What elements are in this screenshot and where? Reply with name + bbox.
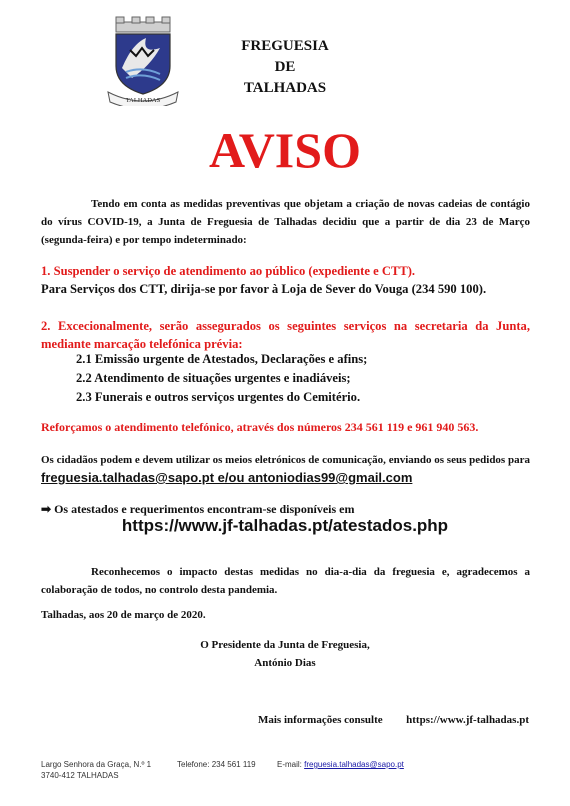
footer-email-label: E-mail: — [277, 760, 302, 769]
atestados-url-link[interactable]: https://www.jf-talhadas.pt/atestados.php — [121, 516, 449, 535]
parish-crest-logo — [102, 14, 184, 106]
footer-address-line2: 3740-412 TALHADAS — [41, 771, 119, 780]
more-info-label: Mais informações consulte — [257, 714, 383, 726]
heading-line: TALHADAS — [243, 80, 327, 96]
footer-phone: Telefone: 234 561 119 — [177, 760, 256, 769]
footer-address — [41, 759, 151, 781]
subitem-2-2: 2.2 Atendimento de situações urgentes e inadiáveis; — [76, 371, 351, 385]
heading-line: DE — [274, 59, 296, 75]
notice-title: AVISO — [209, 122, 361, 178]
phone-reinforcement: Reforçamos o atendimento telefónico, através dos números 234 561 119 e 961 940 563. — [41, 420, 479, 434]
parish-name-heading — [226, 36, 344, 99]
intro-paragraph: Tendo em conta as medidas preventivas que objetam a criação de novas cadeias de contágio do vírus COVID-19, a Junta de Freguesia de Talhadas decidiu que a partir de dia 23 de Março (segunda-feira) e por tempo indeterminado: — [41, 198, 530, 246]
footer-email — [277, 759, 404, 770]
subitem-2-3: 2.3 Funerais e outros serviços urgentes do Cemitério. — [76, 390, 361, 404]
contact-emails-link[interactable]: freguesia.talhadas@sapo.pt e/ou antoniodias99@gmail.com — [41, 470, 413, 485]
right-arrow-icon: ➡ — [41, 502, 52, 516]
signature-block — [0, 636, 570, 672]
item2-heading: 2. Excecionalmente, serão assegurados os seguintes serviços na secretaria da Junta, mediante marcação telefónica prévia: — [41, 319, 530, 351]
closing-paragraph: Reconhecemos o impacto destas medidas no dia-a-dia da freguesia e, agradecemos a colaboração de todos, no controlo desta pandemia. — [41, 566, 530, 596]
footer-address-line1: Largo Senhora da Graça, N.º 1 — [41, 760, 152, 769]
heading-line: FREGUESIA — [241, 38, 329, 54]
subitem-2-1: 2.1 Emissão urgente de Atestados, Declarações e afins; — [76, 352, 368, 366]
item1-heading: 1. Suspender o serviço de atendimento ao público (expediente e CTT). — [41, 264, 416, 278]
more-info-line — [0, 714, 529, 726]
atestados-text: Os atestados e requerimentos encontram-se disponíveis em — [54, 502, 355, 516]
more-info-url-link[interactable]: https://www.jf-talhadas.pt — [406, 714, 529, 726]
date-line: Talhadas, aos 20 de março de 2020. — [41, 609, 206, 621]
item1-text: Para Serviços dos CTT, dirija-se por favor à Loja de Sever do Vouga (234 590 100). — [41, 282, 487, 296]
signature-name: António Dias — [254, 657, 316, 669]
contact-text: Os cidadãos podem e devem utilizar os meios eletrónicos de comunicação, enviando os seus pedidos para — [41, 454, 530, 466]
footer-email-link[interactable]: freguesia.talhadas@sapo.pt — [304, 760, 404, 769]
crest-ribbon-text: TALHADAS — [125, 97, 161, 104]
signature-role: O Presidente da Junta de Freguesia, — [200, 639, 370, 651]
contact-paragraph — [41, 451, 530, 488]
